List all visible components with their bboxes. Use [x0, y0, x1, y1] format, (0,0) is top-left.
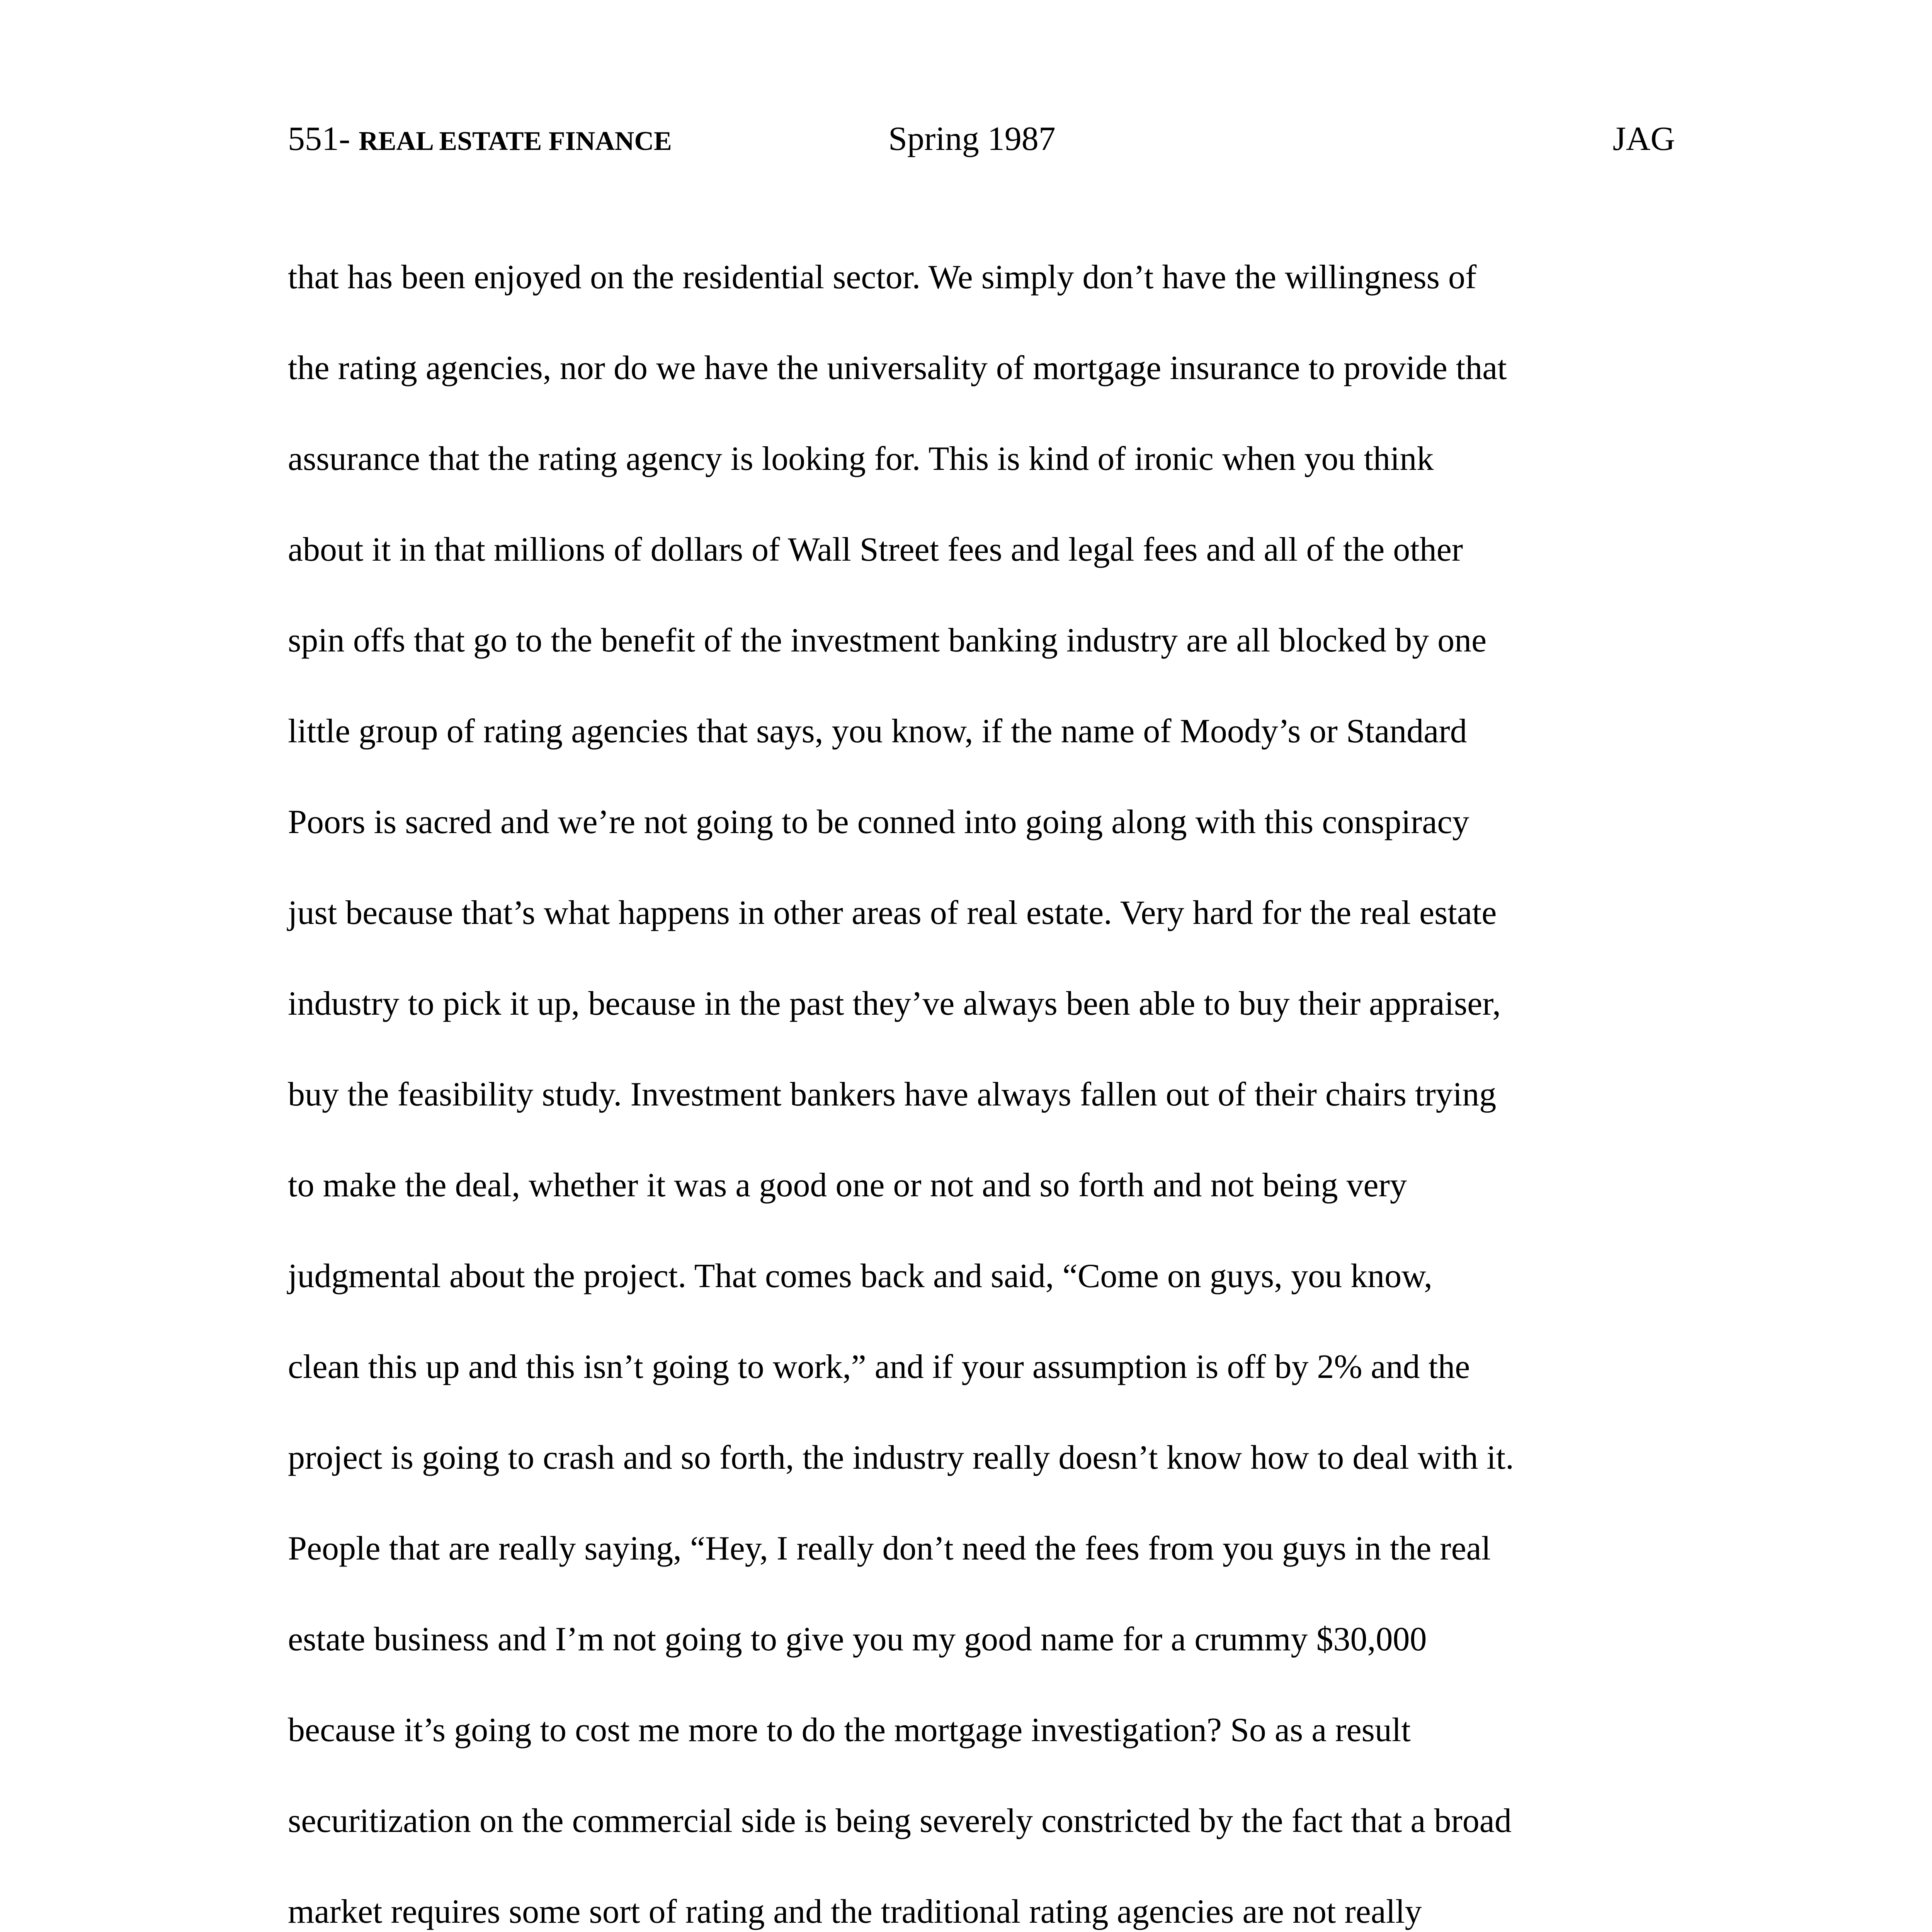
- text-line: estate business and I’m not going to give you my good name for a crummy $30,000: [288, 1621, 1427, 1658]
- text-line: securitization on the commercial side is being severely constricted by the fact that a broad: [288, 1802, 1512, 1840]
- author-initials: JAG: [1612, 120, 1675, 158]
- text-line: spin offs that go to the benefit of the investment banking industry are all blocked by one: [288, 622, 1487, 659]
- text-line: to make the deal, whether it was a good one or not and so forth and not being very: [288, 1167, 1407, 1204]
- text-line: assurance that the rating agency is looking for. This is kind of ironic when you think: [288, 440, 1434, 478]
- text-line: about it in that millions of dollars of Wall Street fees and legal fees and all of the other: [288, 531, 1463, 568]
- text-line: People that are really saying, “Hey, I really don’t need the fees from you guys in the real: [288, 1530, 1491, 1567]
- text-line: industry to pick it up, because in the past they’ve always been able to buy their appraiser,: [288, 985, 1501, 1022]
- text-line: Poors is sacred and we’re not going to be conned into going along with this conspiracy: [288, 803, 1469, 841]
- course-name: REAL ESTATE FINANCE: [359, 126, 672, 156]
- text-line: judgmental about the project. That comes back and said, “Come on guys, you know,: [288, 1257, 1433, 1295]
- text-line: buy the feasibility study. Investment bankers have always fallen out of their chairs trying: [288, 1076, 1497, 1113]
- transcript-body: [288, 232, 1687, 1932]
- text-line: project is going to crash and so forth, the industry really doesn’t know how to deal with it.: [288, 1439, 1514, 1476]
- course-title: [288, 118, 672, 163]
- text-line: that has been enjoyed on the residential sector. We simply don’t have the willingness of: [288, 259, 1477, 296]
- text-line: little group of rating agencies that says, you know, if the name of Moody’s or Standard: [288, 713, 1467, 750]
- text-line: just because that’s what happens in other areas of real estate. Very hard for the real estate: [288, 894, 1497, 932]
- course-number: 551-: [288, 120, 350, 158]
- page-header: [288, 118, 1675, 160]
- text-line: because it’s going to cost me more to do the mortgage investigation? So as a result: [288, 1711, 1411, 1749]
- text-line: the rating agencies, nor do we have the universality of mortgage insurance to provide that: [288, 349, 1507, 387]
- text-line: market requires some sort of rating and the traditional rating agencies are not really: [288, 1893, 1422, 1930]
- term-label: Spring 1987: [888, 120, 1056, 158]
- text-line: clean this up and this isn’t going to work,” and if your assumption is off by 2% and the: [288, 1348, 1470, 1386]
